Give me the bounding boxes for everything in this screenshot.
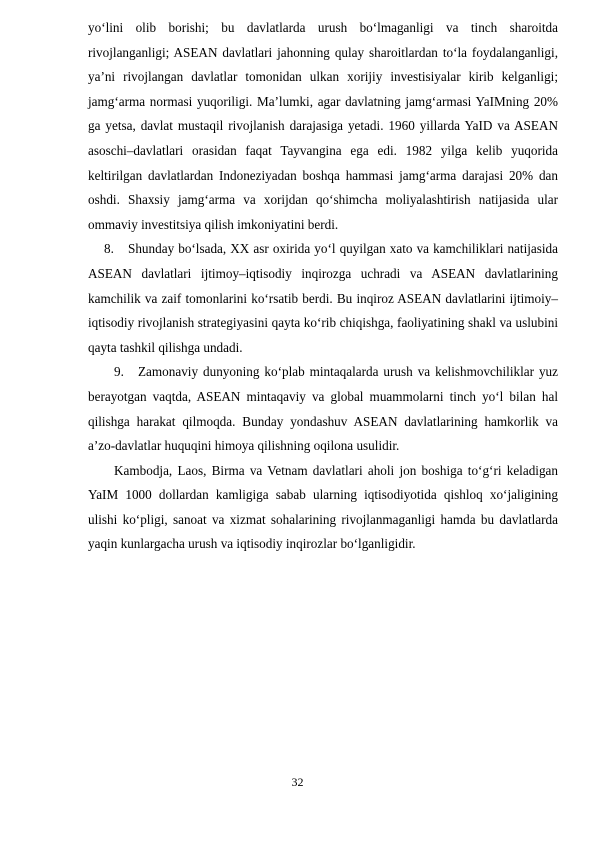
paragraph-text: yo‘lini olib borishi; bu davlatlarda urush bo‘lmaganligi va tinch sharoitda rivojlanganligi; ASEAN davlatlari jahonning qulay sharoitlardan to‘la foydalanganligi, ya’ni rivojlangan davlatlar tomonidan ulkan xorijiy investisiyalar kirib kelganligi; jamg‘arma normasi yuqoriligi. Ma’lumki, agar davlatning jamg‘armasi YaIMning 20% ga yetsa, davlat mustaqil rivojlanish darajasiga yetadi. 1960 yillarda YaID va ASEAN asoschi–davlatlari orasidan faqat Tayvangina ega edi. 1982 yilga kelib yuqorida keltirilgan davlatlardan Indoneziyadan boshqa hammasi jamg‘arma darajasi 20% dan oshdi. Shaxsiy jamg‘arma va xorijdan qo‘shimcha moliyalashtirish natijasida ular ommaviy investitsiya qilish imkoniyatini berdi.: [88, 20, 558, 232]
paragraph-kambodja: [88, 459, 558, 557]
paragraph-number: 9.: [114, 364, 124, 380]
paragraph-number: 8.: [104, 241, 114, 257]
page-number: 32: [291, 775, 304, 789]
paragraph-text: Shunday bo‘lsada, XX asr oxirida yo‘l quyilgan xato va kamchiliklari natijasida ASEAN davlatlari ijtimoy–iqtisodiy inqirozga uchradi va ASEAN davlatlarining kamchilik va zaif tomonlarini ko‘rsatib berdi. Bu inqiroz ASEAN davlatlarini ijtimoiy–iqtisodiy rivojlanish strategiyasini qayta ko‘rib chiqishga, faoliyatining shakl va uslubini qayta tashkil qilishga undadi.: [88, 241, 558, 355]
paragraph-continuation: [88, 16, 558, 237]
paragraph-text: Kambodja, Laos, Birma va Vetnam davlatlari aholi jon boshiga to‘g‘ri keladigan YaIM 1000 dollardan kamligiga sabab ularning iqtisodiyotida qishloq xo‘jaligining ulishi ko‘pligi, sanoat va xizmat sohalarining rivojlanmaganligi hamda bu davlatlarda yaqin kunlargacha urush va iqtisodiy inqirozlar bo‘lganligidir.: [88, 462, 558, 552]
numbered-paragraph-9: [88, 360, 558, 458]
document-body: [88, 16, 558, 557]
numbered-paragraph-8: [88, 237, 558, 360]
paragraph-text: Zamonaviy dunyoning ko‘plab mintaqalarda urush va kelishmovchiliklar yuz berayotgan vaqtda, ASEAN mintaqaviy va global muammolarni tinch yo‘l bilan hal qilishga harakat qilmoqda. Bunday yondashuv ASEAN davlatlarining hamkorlik va a’zo-davlatlar huquqini himoya qilishning oqilona usulidir.: [88, 364, 558, 454]
